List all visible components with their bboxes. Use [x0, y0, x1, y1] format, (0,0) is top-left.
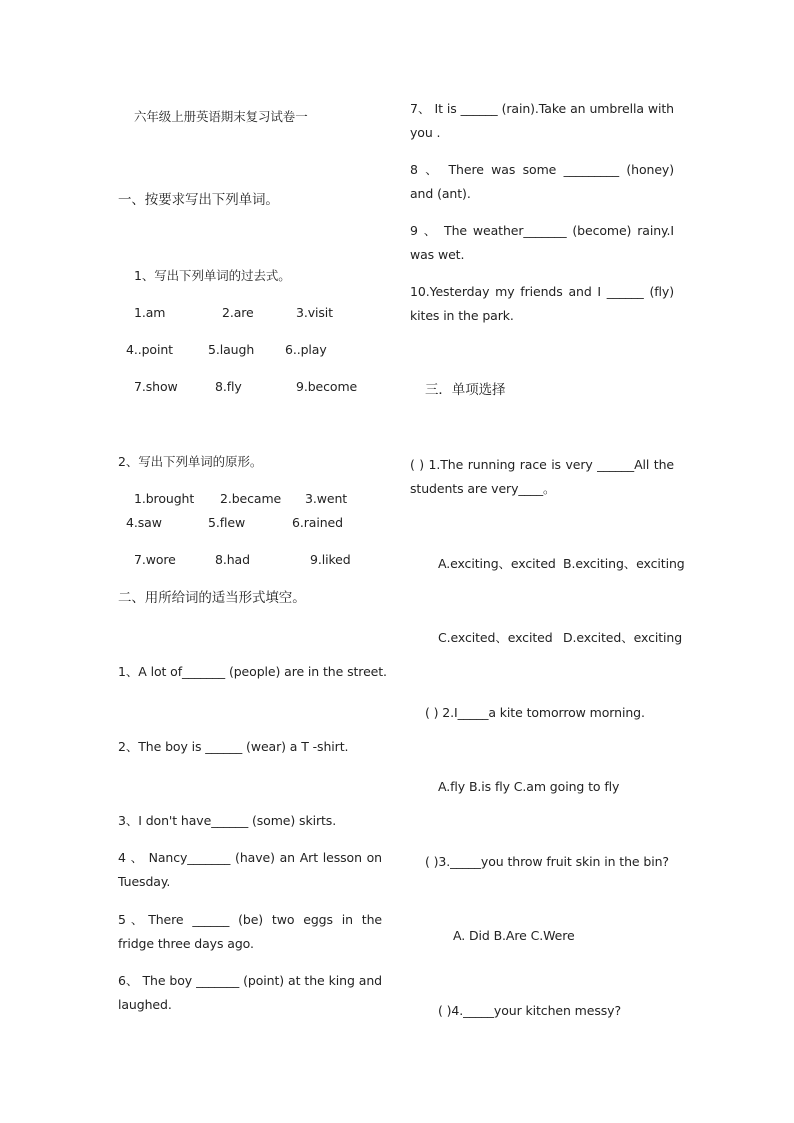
word-item: 2.became — [220, 491, 282, 506]
fill-item: 3、I don't have______ (some) skirts. — [118, 813, 337, 828]
fill-item: 2、The boy is ______ (wear) a T -shirt. — [118, 739, 349, 754]
fill-item: 10.Yesterday my friends and I ______ (fly) kites in the park. — [410, 284, 674, 323]
word-item: 3.went — [305, 491, 348, 506]
part1-sub1-heading: 1、写出下列单词的过去式。 — [134, 268, 291, 283]
word-item: 7.show — [134, 379, 178, 394]
word-item: 2.are — [222, 305, 254, 320]
mc-option: B.exciting、exciting — [563, 556, 685, 571]
fill-item: 7、 It is ______ (rain).Take an umbrella with you . — [410, 101, 674, 140]
word-item: 4..point — [126, 342, 173, 357]
part1-sub2-heading: 2、写出下列单词的原形。 — [118, 454, 263, 469]
word-item: 1.am — [134, 305, 166, 320]
part2-heading: 二、用所给词的适当形式填空。 — [118, 590, 306, 606]
mc-options: A. Did B.Are C.Were — [453, 928, 575, 943]
word-item: 4.saw — [126, 515, 162, 530]
fill-item: 8 、 There was some _________ (honey) and (ant). — [410, 162, 674, 201]
fill-item: 1、A lot of_______ (people) are in the street. — [118, 664, 387, 679]
word-item: 5.flew — [208, 515, 246, 530]
mc-question: ( )4._____your kitchen messy? — [438, 1003, 622, 1018]
mc-question: ( )3._____you throw fruit skin in the bin? — [425, 854, 669, 869]
word-item: 6..play — [285, 342, 327, 357]
mc-option: C.excited、excited — [438, 630, 553, 645]
word-item: 9.liked — [310, 552, 351, 567]
word-item: 8.had — [215, 552, 250, 567]
mc-option: D.excited、exciting — [563, 630, 683, 645]
word-item: 8.fly — [215, 379, 242, 394]
word-item: 1.brought — [134, 491, 195, 506]
word-item: 5.laugh — [208, 342, 255, 357]
word-item: 6.rained — [292, 515, 343, 530]
word-item: 3.visit — [296, 305, 333, 320]
part3-heading: 三．单项选择 — [425, 382, 506, 398]
mc-options: A.fly B.is fly C.am going to fly — [438, 779, 620, 794]
page-title: 六年级上册英语期末复习试卷一 — [134, 109, 308, 124]
mc-question: ( ) 1.The running race is very ______All the students are very____。 — [410, 457, 674, 496]
fill-item: 4 、 Nancy_______ (have) an Art lesson on Tuesday. — [118, 850, 382, 889]
word-item: 9.become — [296, 379, 358, 394]
fill-item: 9 、 The weather_______ (become) rainy.I was wet. — [410, 223, 674, 262]
fill-item: 6、 The boy _______ (point) at the king and laughed. — [118, 973, 382, 1012]
part1-heading: 一、按要求写出下列单词。 — [118, 192, 279, 208]
mc-question: ( ) 2.I_____a kite tomorrow morning. — [425, 705, 645, 720]
fill-item: 5、There ______ (be) two eggs in the fridge three days ago. — [118, 912, 382, 951]
word-item: 7.wore — [134, 552, 176, 567]
mc-option: A.exciting、excited — [438, 556, 556, 571]
